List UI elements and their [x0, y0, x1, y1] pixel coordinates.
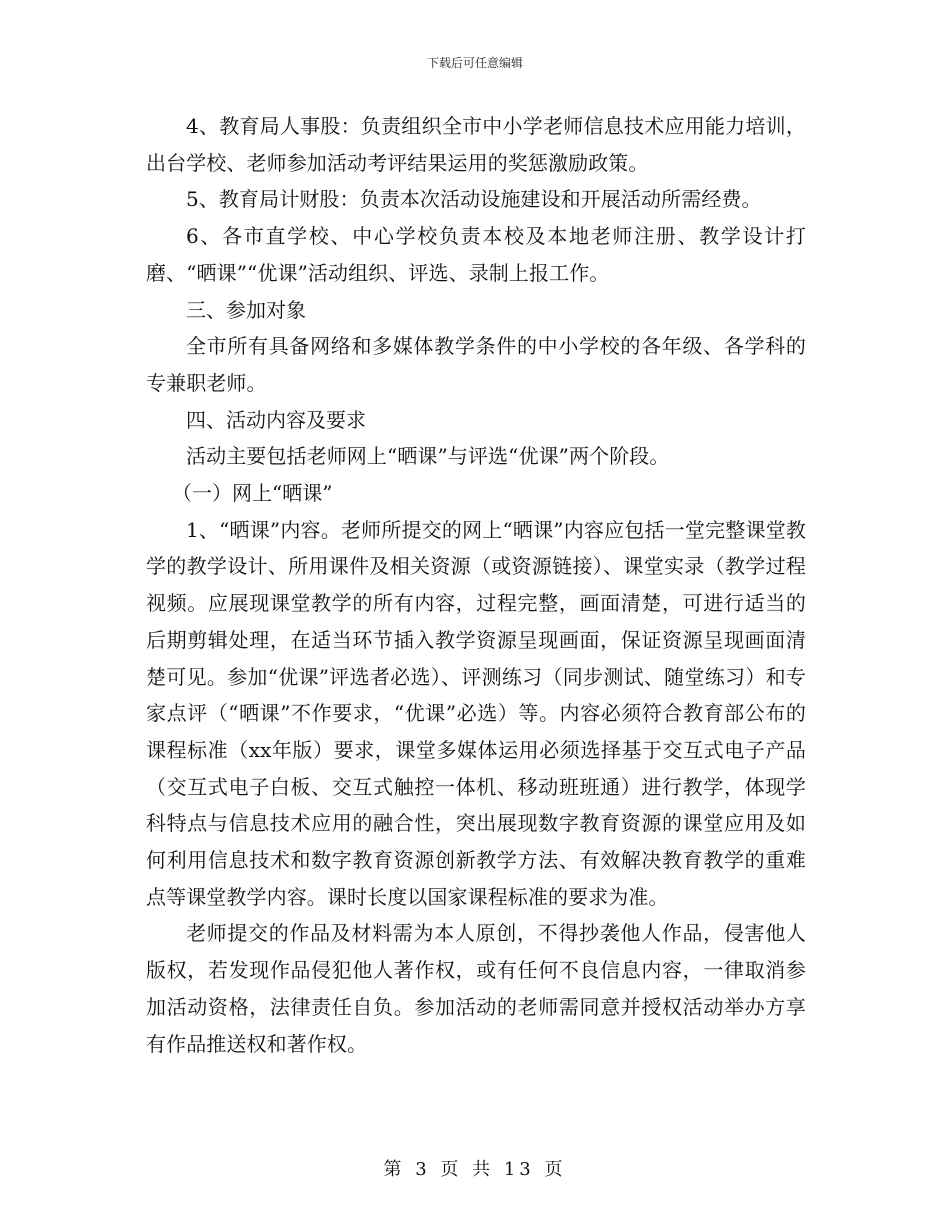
paragraph-originality: 老师提交的作品及材料需为本人原创，不得抄袭他人作品，侵害他人版权，若发现作品侵犯他人著作权，或有任何不良信息内容，一律取消参加活动资格，法律责任自负。参加活动的老师需同意并授权活动举办方享有作品推送权和著作权。: [146, 921, 806, 1056]
paragraph-finance-section: 5、教育局计财股：负责本次活动设施建设和开展活动所需经费。: [186, 187, 762, 212]
paragraph-activity-stages: 活动主要包括老师网上“晒课”与评选“优课”两个阶段。: [186, 444, 670, 469]
section-heading-content-requirements: 四、活动内容及要求: [186, 407, 366, 432]
section-heading-participants: 三、参加对象: [186, 297, 306, 322]
subsection-heading-online-showcase: （一）网上“晒课”: [172, 481, 333, 506]
paragraph-schools-responsibility: 6、各市直学校、中心学校负责本校及本地老师注册、教学设计打磨、“晒课”“优课”活动组织、评选、录制上报工作。: [146, 224, 806, 285]
document-body: [146, 108, 806, 1062]
header-note: 下载后可任意编辑: [426, 56, 523, 70]
paragraph-showcase-content: 1、“晒课”内容。老师所提交的网上“晒课”内容应包括一堂完整课堂教学的教学设计、所用课件及相关资源（或资源链接）、课堂实录（教学过程视频。应展现课堂教学的所有内容，过程完整，画面清楚，可进行适当的后期剪辑处理，在适当环节插入教学资源呈现画面，保证资源呈现画面清楚可见。参加“优课”评选者必选）、评测练习（同步测试、随堂练习）和专家点评（“晒课”不作要求，“优课”必选）等。内容必须符合教育部公布的课程标准（xx年版）要求，课堂多媒体运用必须选择基于交互式电子产品（交互式电子白板、交互式触控一体机、移动班班通）进行教学，体现学科特点与信息技术应用的融合性，突出展现数字教育资源的课堂应用及如何利用信息技术和数字教育资源创新教学方法、有效解决教育教学的重难点等课堂教学内容。课时长度以国家课程标准的要求为准。: [146, 517, 806, 909]
paragraph-participants: 全市所有具备网络和多媒体教学条件的中小学校的各年级、各学科的专兼职老师。: [146, 334, 806, 395]
page-number-footer: 第 3 页 共 13 页: [383, 1159, 567, 1180]
paragraph-personnel-section: 4、教育局人事股：负责组织全市中小学老师信息技术应用能力培训，出台学校、老师参加活动考评结果运用的奖惩激励政策。: [146, 114, 806, 175]
